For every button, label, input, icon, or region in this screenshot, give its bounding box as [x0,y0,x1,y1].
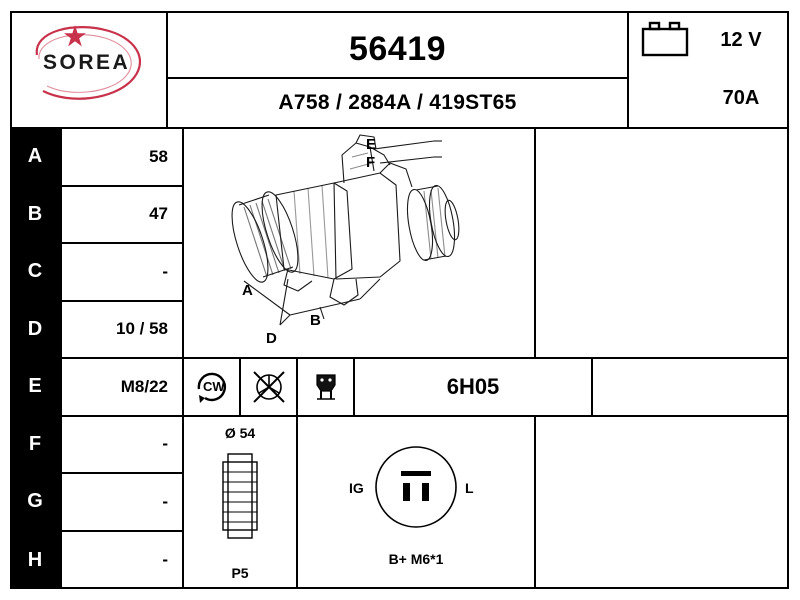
letter-cell-e: E [10,359,60,417]
terminal-cell [298,417,536,590]
letter-cell-b: B [10,187,60,245]
amperage-value: 70A [722,86,760,109]
alternator-drawing-icon [184,129,536,357]
dimension-value-column [62,129,184,589]
value-cell-c: - [62,244,182,302]
pulley-cell [184,417,298,590]
value-cell-d: 10 / 58 [62,302,182,360]
value-cell-h: - [162,550,168,570]
letter-cell-d: D [10,302,60,360]
battery-icon-svg [638,19,694,61]
part-number: 56419 [168,21,627,79]
terminal-label-ig: IG [349,479,364,496]
no-fan-icon-cell [241,359,298,415]
letter-cell-g: G [10,474,60,532]
letter-cell-h: H [10,532,60,590]
brand-logo [10,11,166,127]
right-area [184,129,789,589]
alternator-drawing-block [184,129,789,359]
title-cell [168,11,629,127]
fan-crossed-out-icon [247,365,291,409]
row-e-blank [593,359,789,415]
terminal-label-l: L [465,479,474,496]
drawing-label-b: B [310,312,321,329]
value-cell-f: - [62,417,182,475]
header [10,11,789,129]
clockwise-rotation-icon [189,365,235,409]
value-cell-a: 58 [62,129,182,187]
terminal-bottom-label: B+ M6*1 [388,551,444,567]
drawing-label-a: A [242,282,253,299]
voltage-row [629,11,789,69]
battery-icon [629,19,703,61]
value-cell-g: - [62,474,182,532]
voltage-value: 12 V [720,28,762,51]
pulley-icon [214,450,266,542]
spec-cell [629,11,789,127]
drawing-label-f: F [366,154,376,171]
dimension-letter-column [10,129,62,589]
regulator-icon-cell [298,359,355,415]
regulator-code: 6H05 [355,359,593,415]
svg-text:CW: CW [202,378,225,394]
amperage-row [629,69,789,127]
value-cell-b: 47 [62,187,182,245]
rotation-icon-cell [184,359,241,415]
regulator-icon [305,365,347,409]
sorea-logo-icon [13,19,163,119]
terminal-plug-icon [321,435,511,545]
letter-cell-c: C [10,244,60,302]
letter-cell-f: F [10,417,60,475]
rows-area [10,129,789,589]
letter-cell-a: A [10,129,60,187]
bottom-blank [536,417,789,590]
bottom-block [184,417,789,590]
value-cell-e: M8/22 [62,359,182,417]
pulley-diameter: Ø 54 [224,424,256,441]
cross-references: A758 / 2884A / 419ST65 [278,91,517,114]
row-e-block [184,359,789,417]
drawing-label-e: E [366,136,377,153]
svg-text:SOREA: SOREA [43,51,131,74]
drawing-label-d: D [266,330,277,347]
pulley-type: P5 [231,565,249,581]
logo-cell [10,11,168,127]
